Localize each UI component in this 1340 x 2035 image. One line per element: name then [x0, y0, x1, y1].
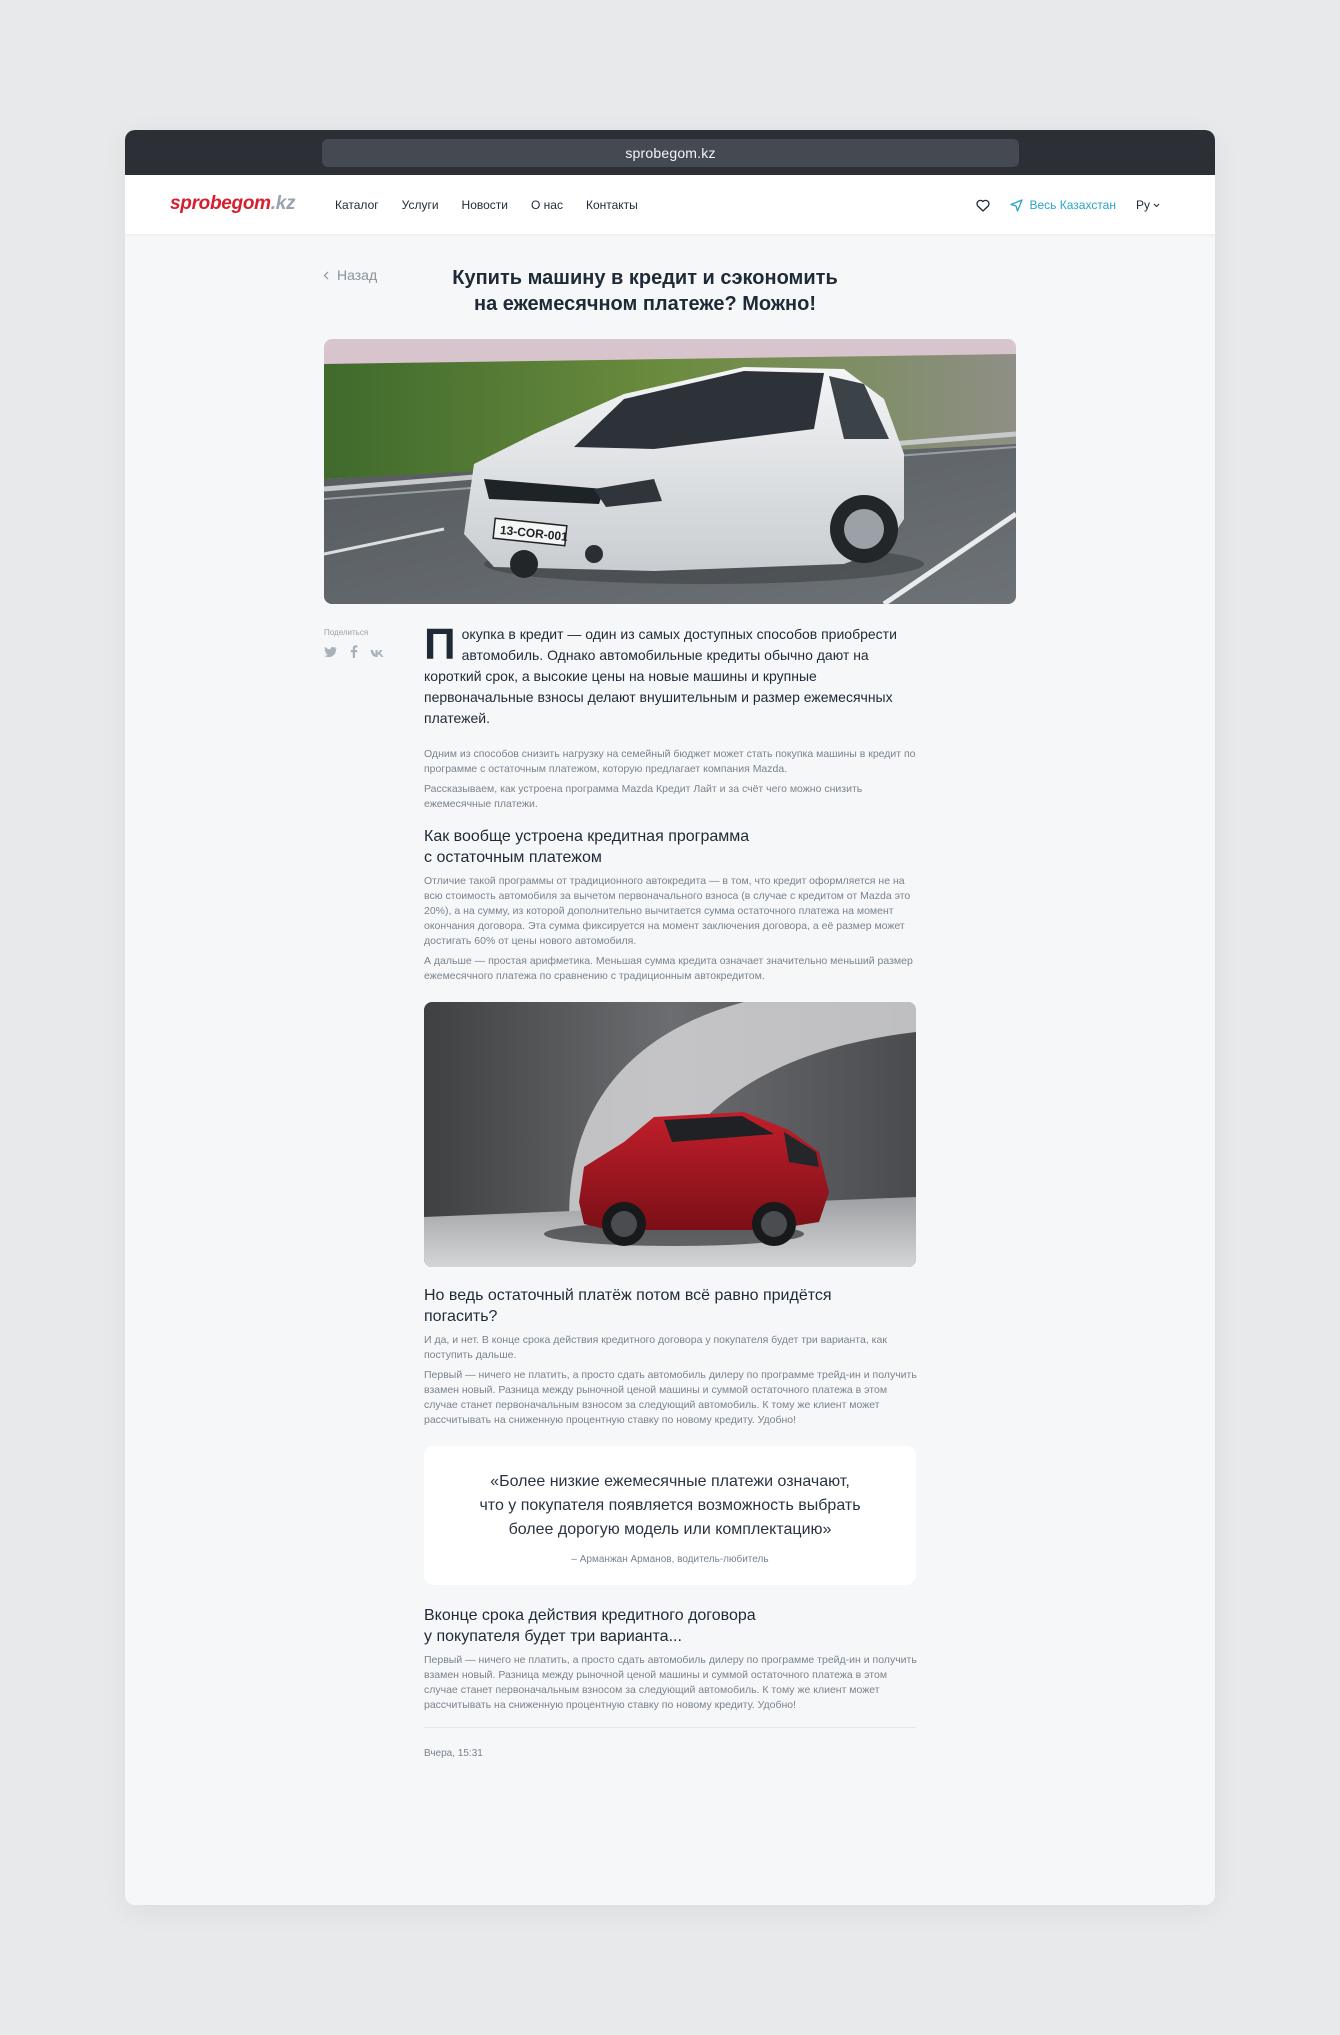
article-title: [425, 265, 865, 317]
article-body: [424, 620, 918, 1759]
section-heading-3-line-1: Вконце срока действия кредитного договора: [424, 1607, 756, 1624]
logo-suffix: .kz: [270, 193, 296, 214]
region-label: Весь Казахстан: [1029, 198, 1116, 212]
nav-services[interactable]: Услуги: [401, 198, 439, 212]
region-selector[interactable]: [1010, 198, 1116, 212]
twitter-icon[interactable]: [324, 646, 338, 661]
title-line-2: на ежемесячном платеже? Можно!: [474, 293, 816, 315]
chevron-left-icon: [323, 271, 329, 280]
section-heading-1: [424, 826, 918, 868]
hero-image-white-sedan: [324, 339, 1016, 604]
section-2-paragraph-2: Первый — ничего не платить, а просто сдать автомобиль дилеру по программе трейд-ин и получить взамен новый. Разница между рыночной ценой машины и суммой остаточного платежа в этом случае станет первоначальным взносом за следующий автомобиль. К тому же клиент может рассчитывать на сниженную процентную ставку по новому кредиту. Удобно!: [424, 1369, 917, 1426]
quote-author: – Арманжан Арманов, водитель-любитель: [571, 1554, 769, 1565]
intro-paragraph-2: Рассказываем, как устроена программа Mazda Кредит Лайт и за счёт чего можно снизить ежемесячные платежи.: [424, 783, 863, 810]
section-heading-2-line-1: Но ведь остаточный платёж потом всё равно придётся: [424, 1287, 832, 1304]
nav-about[interactable]: О нас: [530, 198, 563, 212]
lead-dropcap: П: [424, 620, 456, 669]
section-1-paragraph-2: А дальше — простая арифметика. Меньшая сумма кредита означает значительно меньший размер ежемесячного платежа по сравнению с традиционным автокредитом.: [424, 955, 913, 982]
lead-paragraph: [424, 620, 918, 729]
lead-text: окупка в кредит — один из самых доступных способов приобрести автомобиль. Однако автомобильные кредиты обычно дают на короткий срок, а высокие цены на новые машины и крупные первоначальные взносы делают внушительным и размер ежемесячных платежей.: [424, 626, 897, 726]
quote-line-2: что у покупателя появляется возможность выбрать: [479, 1497, 861, 1514]
section-heading-2-line-2: погасить?: [424, 1308, 498, 1325]
quote-text: [454, 1470, 886, 1542]
section-heading-1-line-2: с остаточным платежом: [424, 849, 602, 866]
section-heading-3-line-2: у покупателя будет три варианта...: [424, 1628, 682, 1645]
license-plate: 13-COR-001: [499, 522, 569, 544]
location-arrow-icon: [1010, 199, 1023, 212]
nav-catalog[interactable]: Каталог: [335, 198, 379, 212]
nav-contacts[interactable]: Контакты: [585, 198, 638, 212]
publish-date: Вчера, 15:31: [424, 1748, 483, 1759]
site-logo[interactable]: [170, 193, 295, 215]
article-image-red-suv: [424, 1002, 916, 1267]
share-block: [324, 628, 385, 661]
main-nav: [335, 175, 638, 235]
back-link[interactable]: [323, 267, 377, 283]
language-selector[interactable]: [1136, 198, 1160, 212]
intro-paragraph-1: Одним из способов снизить нагрузку на семейный бюджет может стать покупка машины в кредит по программе с остаточным платежом, которую предлагает компания Mazda.: [424, 748, 916, 775]
address-bar[interactable]: sprobegom.kz: [322, 139, 1019, 167]
section-heading-1-line-1: Как вообще устроена кредитная программа: [424, 828, 750, 845]
section-3-paragraph-1: Первый — ничего не платить, а просто сдать автомобиль дилеру по программе трейд-ин и получить взамен новый. Разница между рыночной ценой машины и суммой остаточного платежа в этом случае станет первоначальным взносом за следующий автомобиль. К тому же клиент может рассчитывать на сниженную процентную ставку по новому кредиту. Удобно!: [424, 1654, 917, 1711]
language-label: Ру: [1135, 198, 1150, 212]
favorites-heart-icon[interactable]: [976, 199, 990, 212]
header-actions: [976, 175, 1160, 235]
share-icons: [324, 645, 385, 661]
facebook-icon[interactable]: [350, 645, 358, 661]
share-label: Поделиться: [324, 628, 369, 637]
browser-window: [125, 130, 1215, 1905]
section-heading-3: [424, 1605, 918, 1647]
browser-titlebar: [125, 130, 1215, 175]
quote-line-3: более дорогую модель или комплектацию»: [508, 1521, 832, 1538]
site-header: [125, 175, 1215, 235]
section-heading-2: [424, 1285, 918, 1327]
pull-quote: [424, 1446, 916, 1585]
section-1-paragraph-1: Отличие такой программы от традиционного автокредита — в том, что кредит оформляется не на всю стоимость автомобиля за вычетом первоначального взноса (в случае с кредитом от Mazda это 20%), а на сумму, из которой дополнительно вычитается сумма остаточного платежа на момент окончания договора. Эта сумма фиксируется на момент заключения договора, а её размер может достигать 60% от цены нового автомобиля.: [424, 875, 911, 947]
quote-line-1: «Более низкие ежемесячные платежи означают,: [490, 1473, 850, 1490]
chevron-down-icon: [1153, 203, 1160, 208]
nav-news[interactable]: Новости: [461, 198, 508, 212]
back-label: Назад: [337, 267, 378, 283]
section-2-paragraph-1: И да, и нет. В конце срока действия кредитного договора у покупателя будет три варианта, как поступить дальше.: [424, 1334, 887, 1361]
logo-main: sprobegom: [170, 193, 271, 214]
footer-divider: [424, 1727, 916, 1728]
title-line-1: Купить машину в кредит и сэкономить: [452, 267, 838, 289]
vk-icon[interactable]: [370, 646, 385, 661]
